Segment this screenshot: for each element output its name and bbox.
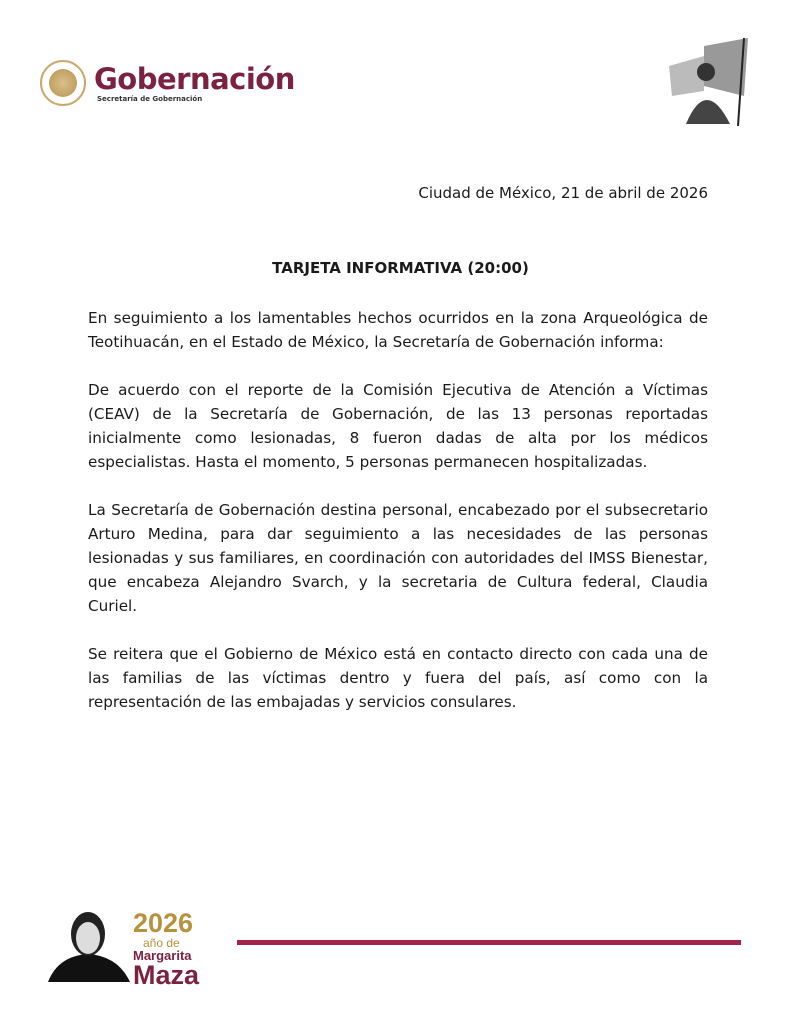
footer-line2: año de [143,936,180,950]
paragraph: De acuerdo con el reporte de la Comisión Ejecutiva de Atención a Víctimas (CEAV) de la Secretaría de Gobernación, de las 13 personas reportadas inicialmente como lesionadas, 8 fueron dadas de alta por los médicos especialistas. Hasta el momento, 5 personas permanecen hospitalizadas. [88,381,708,471]
footer-line3: Margarita [133,948,192,963]
footer-year: 2026 [133,908,194,938]
paragraph: La Secretaría de Gobernación destina personal, encabezado por el subsecretario Arturo Medina, para dar seguimiento a las necesidades de las personas lesionadas y sus familiares, en coordinación con autoridades del IMSS Bienestar, que encabeza Alejandro Svarch, y la secretaria de Cultura federal, Claudia Curiel. [88,501,708,615]
brand-name: Gobernación [94,62,295,96]
footer-line4: Maza [133,960,200,990]
margarita-maza-year-logo [133,910,199,989]
document-date: Ciudad de México, 21 de abril de 2026 [418,184,708,202]
footer-divider [237,940,741,945]
woman-with-flag-emblem-icon [664,36,750,126]
margarita-maza-portrait-icon [48,906,130,982]
document-title: TARJETA INFORMATIVA (20:00) [272,259,529,277]
gobernacion-logo [40,60,295,106]
paragraph: En seguimiento a los lamentables hechos ocurridos en la zona Arqueológica de Teotihuacán, en el Estado de México, la Secretaría de Gobernación informa: [88,309,708,351]
brand-subtitle: Secretaría de Gobernación [97,95,203,103]
national-seal-icon [40,60,86,106]
paragraph: Se reitera que el Gobierno de México está en contacto directo con cada una de las familias de las víctimas dentro y fuera del país, así como con la representación de las embajadas y servicios consulares. [88,645,708,711]
document-body [88,306,708,738]
